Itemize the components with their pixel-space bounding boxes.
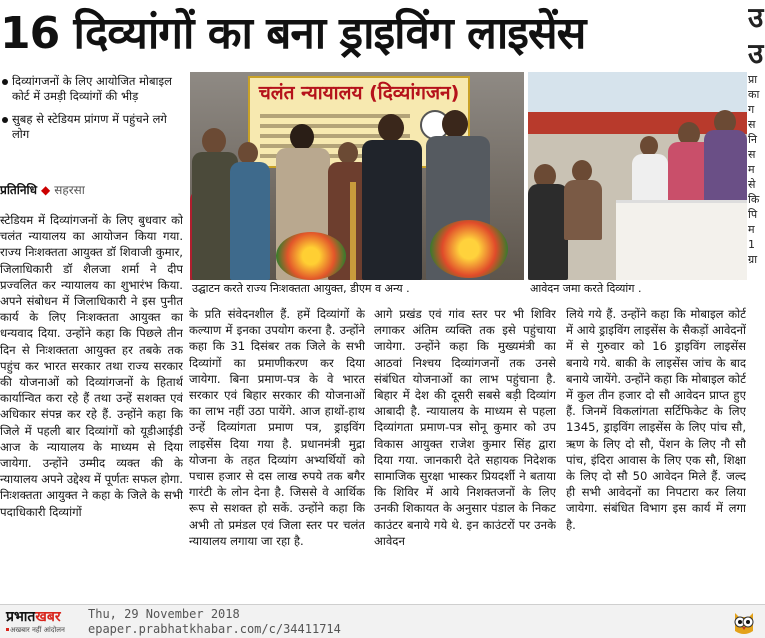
headline: 16 दिव्यांगों का बना ड्राइविंग लाइसेंस bbox=[0, 8, 586, 59]
byline bbox=[0, 182, 182, 198]
inauguration-photo bbox=[190, 72, 524, 280]
application-counter bbox=[616, 200, 747, 280]
highlights-list bbox=[0, 74, 182, 150]
logo-dot-icon bbox=[6, 628, 9, 631]
banner-title: चलंत न्यायालय (दिव्यांगजन) bbox=[258, 82, 460, 104]
adjacent-article-letter: उ bbox=[748, 1, 764, 34]
article-column-4: लिये गये हैं. उन्होंने कहा कि मोबाइल कोर्ट में आये ड्राइविंग लाइसेंस के सैकड़ों आवेदनों में से गुरुवार को 16 ड्राइविंग लाइसेंस बनाये गये. बाकी के लाइसेंस जांच के बाद बनाये जायेंगे. उन्होंने कहा कि मोबाइल कोर्ट में कुल तीन हजार दो सौ आवेदन प्राप्त हुए हैं. जिनमें विकलांगता सर्टिफिकेट के लिए 1345, ड्राइविंग लाइसेंस के लिए पांच सौ, ऋण के लिए दो सौ, पेंशन के लिए नौ सौ पांच, इंदिरा आवास के लिए एक सौ, शिक्षा के लिए दो सौ 50 आवेदन मिले हैं. जल्द ही सभी आवेदनों का निपटारा कर लिया जायेगा. संबंधित विभाग इस कार्य में लगा है. bbox=[566, 307, 746, 532]
inauguration-photo-caption: उद्घाटन करते राज्य निःशक्तता आयुक्त, डीएम व अन्य . bbox=[192, 282, 410, 295]
article-column-3: आगे प्रखंड एवं गांव स्तर पर भी शिविर लगाकर अंतिम व्यक्ति तक इसे पहुंचाया जायेगा. उन्होंने कहा कि मुख्यमंत्री का आठवां निश्चय दिव्यांगजनों तक उनसे संबंधित योजनाओं का लाभ पहुंचाना है. बिहार में देश की दूसरी सबसे बड़ी दिव्यांग आबादी है. न्यायालय के माध्यम से पहला दिव्यांगता प्रमाण-पत्र सोनू कुमार को उप विकास आयुक्त राजेश कुमार सिंह द्वारा दिया गया. जानकारी देते सहायक निदेशक सामाजिक सुरक्षा भास्कर प्रियदर्शी ने बताया कि शिविर में आये निशक्तजनों के लिए उनकी शिकायत के अनुसार पंडाल के निकट काउंटर बनाये गये थे. इन काउंटरों पर उनके आवेदन bbox=[374, 307, 556, 548]
edition-date: Thu, 29 November 2018 bbox=[88, 607, 240, 621]
article-column-1: स्टेडियम में दिव्यांगजनों के लिए बुधवार को चलंत न्यायालय का आयोजन किया गया. राज्य निःशक्तता आयुक्त डॉ शिवाजी कुमार, जिलाधिकारी डॉ शैलजा शर्मा ने दीप प्रज्वलित कर न्यायालय का शुभारंभ किया. अपने संबोधन में जिलाधिकारी ने इस पुनीत कार्य के लिए निःशक्तता आयुक्त का धन्यवाद दिया. उन्होंने कहा कि पिछले तीन दिन से निःशक्तता आयुक्त हर तबके तक पहुंच कर भारत सरकार तथा राज्य सरकार की योजनाओं को दिव्यांगजनों के हितार्थ कार्यान्वित करा रहे हैं तथा उन्हें सशक्त एवं अधिकार संपन्न कर रहे हैं. उन्होंने कहा कि जिले में पहली बार दिव्यांगों को यूडीआईडी आज के न्यायालय के माध्यम से दिया जायेगा. उन्होंने उम्मीद व्यक्त की के न्यायालय अपने उद्देश्य में पूर्णतः सफल होगा. निःशक्तता आयुक्त ने कहा के जिले के सभी पदाधिकारी दिव्यांगों bbox=[0, 213, 183, 519]
byline-place: सहरसा bbox=[54, 183, 85, 197]
adjacent-article-edge bbox=[748, 0, 765, 600]
owl-icon[interactable] bbox=[729, 607, 759, 637]
highlight-item: दिव्यांगजनों के लिए आयोजित मोबाइल कोर्ट में उमड़ी दिव्यांगों की भीड़ bbox=[0, 74, 182, 104]
applicants-photo-caption: आवेदन जमा करते दिव्यांग . bbox=[530, 282, 642, 295]
highlight-item: सुबह से स्टेडियम प्रांगण में पहुंचने लगे लोग bbox=[0, 112, 182, 142]
logo-main-text: प्रभात bbox=[6, 609, 36, 625]
byline-label: प्रतिनिधि bbox=[0, 183, 38, 197]
epaper-url[interactable]: epaper.prabhatkhabar.com/c/34411714 bbox=[88, 622, 341, 636]
article-column-2: के प्रति संवेदनशील हैं. हमें दिव्यांगों के कल्याण में इनका उपयोग करना है. उन्होंने कहा कि 31 दिसंबर तक जिले के सभी दिव्यांगों का प्रमाणीकरण कर दिया जायेगा. बिना प्रमाण-पत्र के वे भारत सरकार एवं बिहार सरकार की योजनाओं का लाभ नहीं उठा पायेंगे. आज हाथों-हाथ उन्हें दिव्यांगता प्रमाण पत्र, ड्राइविंग लाइसेंस दिया गया है. प्रधानमंत्री मुद्रा योजना के तहत दिव्यांग अभ्यर्थियों को पचास हजार से दस लाख रुपये तक बगैर गारंटी के लोन देना है. जिससे वे आर्थिक रूप से सशक्त हो सकें. उन्होंने कहा कि अभी तो प्रमंडल एवं जिला स्तर पर चलंत न्यायालय लगाया जा रहा है. bbox=[189, 307, 365, 548]
adjacent-article-letter-2: उ bbox=[748, 37, 764, 70]
newspaper-logo[interactable] bbox=[6, 608, 72, 636]
byline-separator-icon: ◆ bbox=[41, 183, 51, 197]
applicants-photo bbox=[528, 72, 747, 280]
adjacent-article-text: प्रा का ग स नि स म से कि पि म 1 ग्रा bbox=[748, 73, 760, 266]
epaper-footer bbox=[0, 604, 765, 638]
logo-accent-text: खबर bbox=[35, 609, 61, 625]
logo-tagline: अखबार नहीं आंदोलन bbox=[10, 626, 65, 634]
